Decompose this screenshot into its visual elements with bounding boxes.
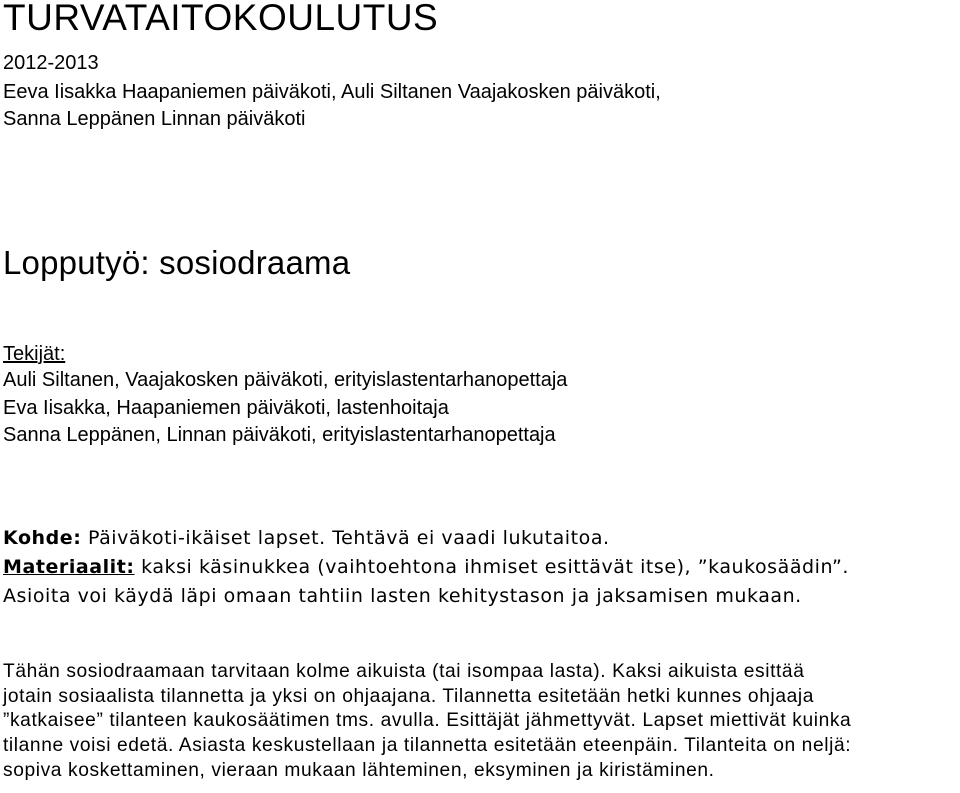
body-line: ”katkaisee” tilanteen kaukosäätimen tms. avulla. Esittäjät jähmettyvät. Lapset miettivät kuinka bbox=[3, 710, 852, 732]
institutions-line-2: Sanna Leppänen Linnan päiväkoti bbox=[3, 108, 306, 130]
body-line: sopiva koskettaminen, vieraan mukaan lähteminen, eksyminen ja kiristäminen. bbox=[3, 759, 715, 781]
document-title: TURVATAITOKOULUTUS bbox=[3, 0, 439, 38]
author-line: Auli Siltanen, Vaajakosken päiväkoti, erityislastentarhanopettaja bbox=[3, 369, 568, 391]
note-line: Asioita voi käydä läpi omaan tahtiin lasten kehitystason ja jaksamisen mukaan. bbox=[3, 585, 802, 607]
body-paragraph bbox=[3, 660, 960, 784]
institutions-line-1: Eeva Iisakka Haapaniemen päiväkoti, Auli Siltanen Vaajakosken päiväkoti, bbox=[3, 81, 661, 103]
subtitle: Lopputyö: sosiodraama bbox=[3, 244, 351, 281]
materials-line bbox=[3, 555, 849, 579]
author-line: Sanna Leppänen, Linnan päiväkoti, erityislastentarhanopettaja bbox=[3, 424, 556, 446]
authors-label: Tekijät: bbox=[3, 343, 66, 365]
materials-text: kaksi käsinukkea (vaihtoehtona ihmiset esittävät itse), ”kaukosäädin”. bbox=[134, 556, 849, 578]
materials-label: Materiaalit: bbox=[3, 556, 135, 578]
body-line: Tähän sosiodraamaan tarvitaan kolme aikuista (tai isompaa lasta). Kaksi aikuista esittää bbox=[3, 661, 805, 682]
target-label: Kohde: bbox=[3, 527, 82, 549]
body-line: tilanne voisi edetä. Asiasta keskustellaan ja tilannetta esitetään eteenpäin. Tilanteita on neljä: bbox=[3, 735, 852, 757]
years: 2012-2013 bbox=[3, 52, 99, 74]
body-line: jotain sosiaalista tilannetta ja yksi on ohjaajana. Tilannetta esitetään hetki kunnes ohjaaja bbox=[3, 685, 815, 707]
author-line: Eva Iisakka, Haapaniemen päiväkoti, lastenhoitaja bbox=[3, 397, 449, 419]
target-text: Päiväkoti-ikäiset lapset. Tehtävä ei vaadi lukutaitoa. bbox=[81, 527, 610, 549]
target-line bbox=[3, 526, 610, 550]
